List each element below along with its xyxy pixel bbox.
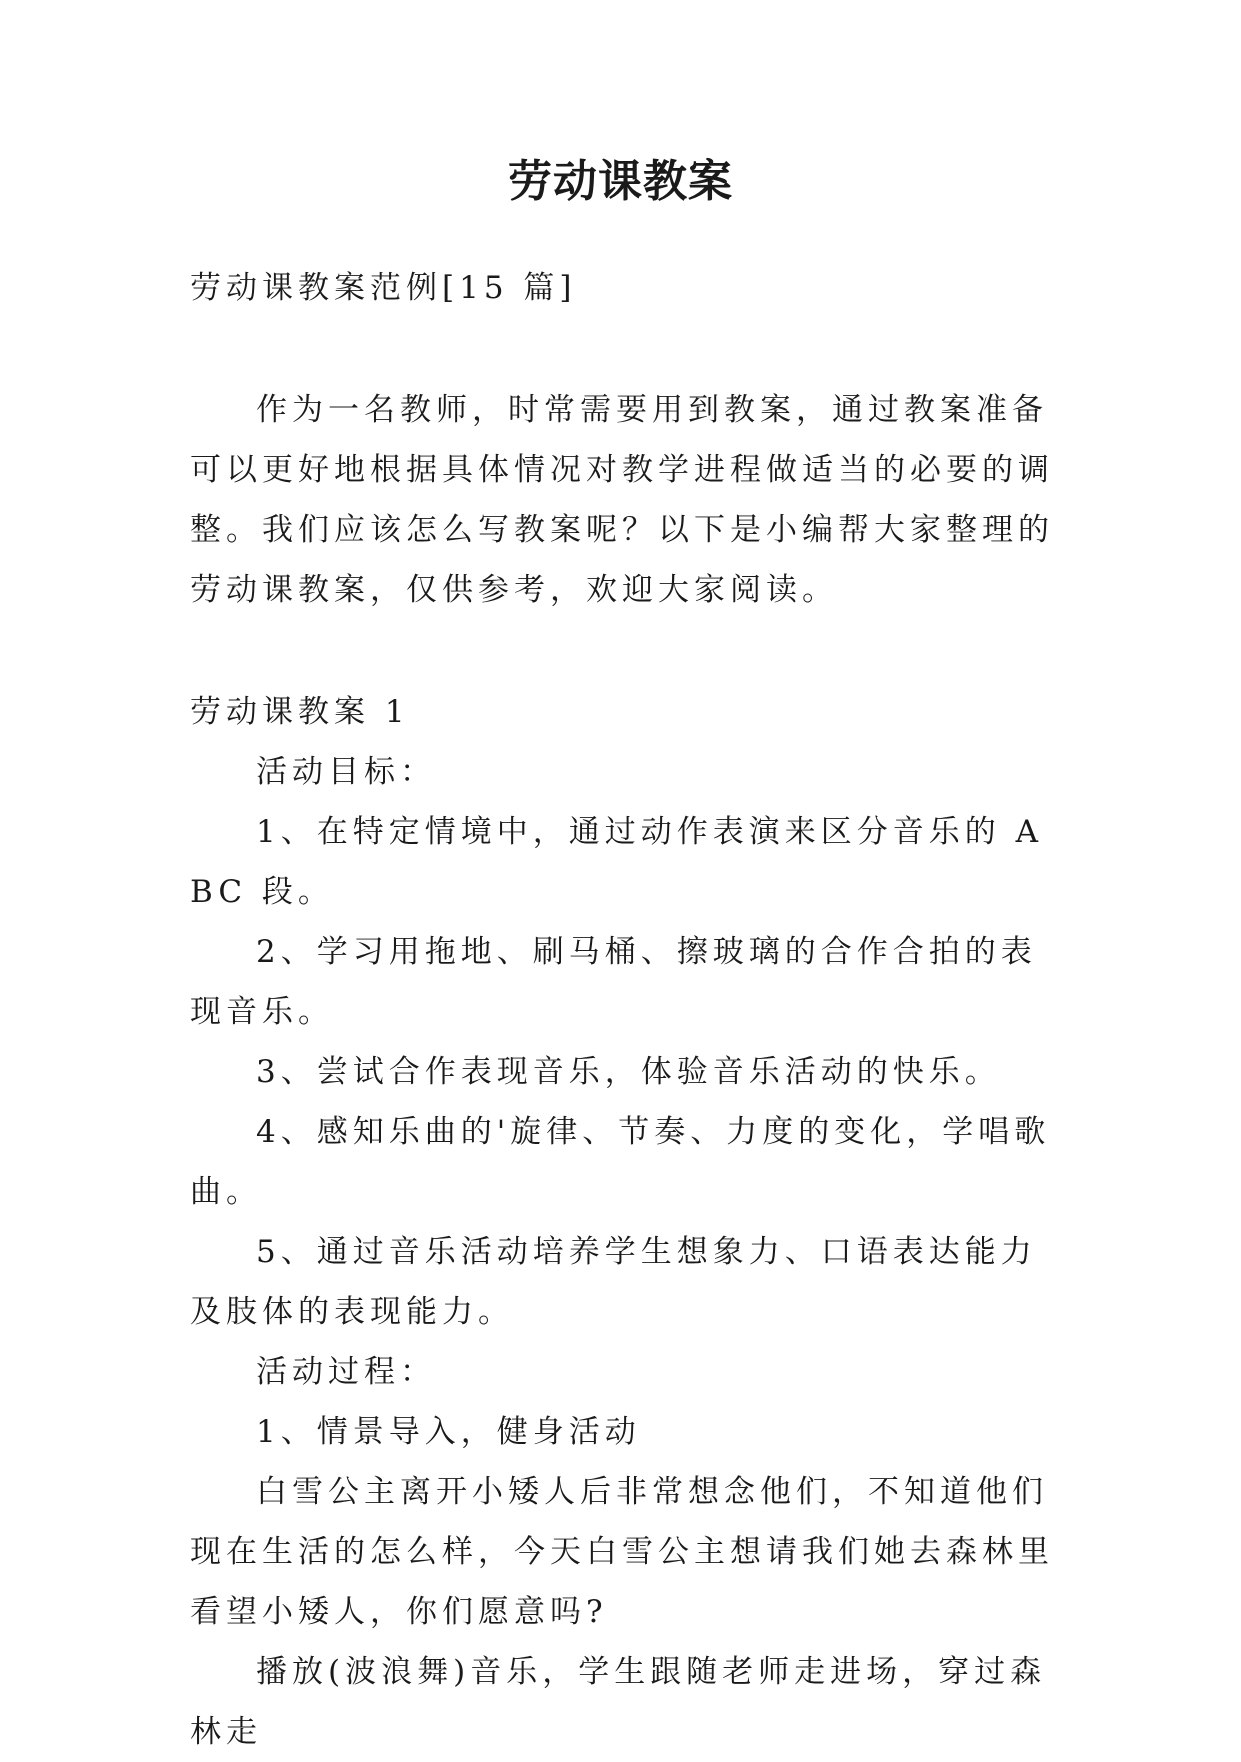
document-body xyxy=(190,258,1060,1762)
section-heading: 劳动课教案 1 xyxy=(190,694,410,730)
process-heading: 活动过程： xyxy=(256,1354,436,1390)
step-paragraph: 白雪公主离开小矮人后非常想念他们，不知道他们现在生活的怎么样，今天白雪公主想请我们她去森林里看望小矮人，你们愿意吗? xyxy=(190,1474,1054,1630)
document-title: 劳动课教案 xyxy=(508,156,733,207)
goal-item: 4、感知乐曲的'旋律、节奏、力度的变化，学唱歌曲。 xyxy=(190,1114,1051,1210)
step-paragraph: 播放(波浪舞)音乐，学生跟随老师走进场，穿过森林走 xyxy=(190,1654,1047,1750)
goal-item: 3、尝试合作表现音乐，体验音乐活动的快乐。 xyxy=(256,1054,1001,1090)
goal-item: 2、学习用拖地、刷马桶、擦玻璃的合作合拍的表现音乐。 xyxy=(190,934,1037,1030)
goal-item: 1、在特定情境中，通过动作表演来区分音乐的 ABC 段。 xyxy=(190,814,1043,910)
intro-paragraph: 作为一名教师，时常需要用到教案，通过教案准备可以更好地根据具体情况对教学进程做适当的必要的调整。我们应该怎么写教案呢？以下是小编帮大家整理的劳动课教案，仅供参考，欢迎大家阅读。 xyxy=(190,392,1054,608)
document-subtitle: 劳动课教案范例[15 篇] xyxy=(190,270,577,306)
goal-item: 5、通过音乐活动培养学生想象力、口语表达能力及肢体的表现能力。 xyxy=(190,1234,1037,1330)
goals-heading: 活动目标： xyxy=(256,754,436,790)
step-heading: 1、情景导入，健身活动 xyxy=(256,1414,641,1450)
